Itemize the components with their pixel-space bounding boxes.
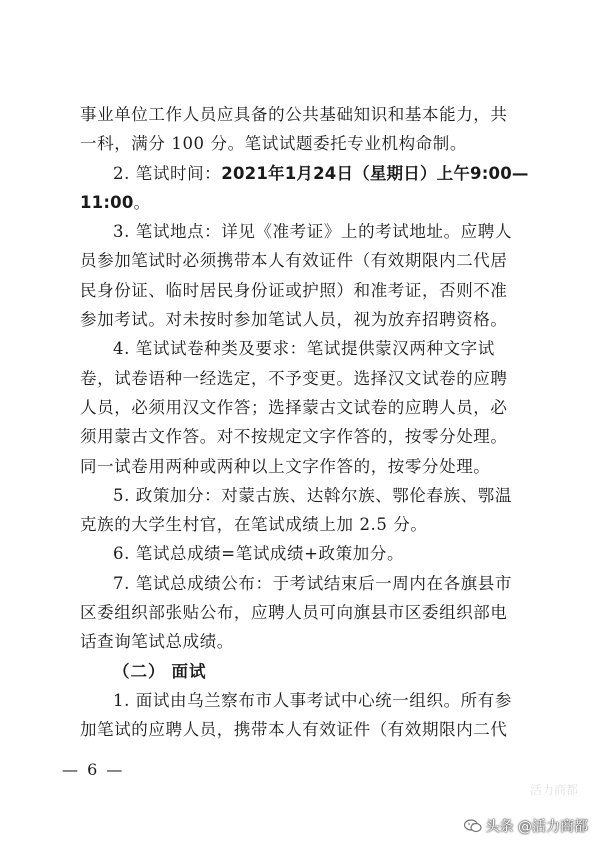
text-line: 参加考试。对未按时参加笔试人员，视为放弃招聘资格。 (80, 310, 508, 330)
watermark-text: 头条 @活力商都 (485, 819, 588, 835)
text-line: 话查询笔试总成绩。 (80, 632, 234, 652)
exam-time-item (80, 159, 550, 188)
section-heading-interview (80, 657, 550, 686)
text-line: 加笔试的应聘人员，携带本人有效证件（有效期限内二代 (80, 720, 508, 740)
wechat-icon (464, 819, 482, 833)
exam-time-label: 2. 笔试时间： (113, 163, 222, 183)
exam-paper-item: 4. 笔试试卷种类及要求：笔试提供蒙汉两种文字试 (113, 339, 495, 359)
exam-time-tail: 。 (133, 192, 151, 212)
page-number: — 6 — (62, 760, 125, 779)
watermark-ghost: 活力商都 (529, 783, 578, 797)
text-line: 须用蒙古文作答。对不按规定文字作答的，按零分处理。 (80, 427, 508, 447)
text-line: 员参加笔试时必须携带本人有效证件（有效期限内二代居 (80, 251, 508, 271)
text-line: 卷，试卷语种一经选定，不予变更。选择汉文试卷的应聘 (80, 368, 508, 388)
text-line: 同一试卷用两种或两种以上文字作答的，按零分处理。 (80, 456, 491, 476)
exam-location-item: 3. 笔试地点：详见《准考证》上的考试地址。应聘人 (113, 222, 512, 242)
text-line: 克族的大学生村官，在笔试成绩上加 2.5 分。 (80, 515, 428, 535)
text-line: 人员，必须用汉文作答；选择蒙古文试卷的应聘人员，必 (80, 397, 508, 417)
section-title: 面试 (171, 661, 207, 681)
exam-time-value: 2021年1月24日（星期日）上午9:00— (221, 163, 529, 183)
section-number: （二） (113, 661, 166, 681)
text-line: 区委组织部张贴公布，应聘人员可向旗县市区委组织部电 (80, 603, 508, 623)
exam-time-item-cont (80, 188, 550, 217)
watermark (464, 783, 588, 836)
interview-item: 1. 面试由乌兰察布市人事考试中心统一组织。所有参 (113, 690, 512, 710)
total-score-item: 6. 笔试总成绩=笔试成绩+政策加分。 (113, 544, 405, 564)
score-publish-item: 7. 笔试总成绩公布：于考试结束后一周内在各旗县市 (113, 573, 512, 593)
exam-time-end: 11:00 (80, 192, 134, 212)
text-line: 一科，满分 100 分。笔试试题委托专业机构命制。 (80, 134, 467, 154)
document-body (80, 100, 550, 745)
policy-bonus-item: 5. 政策加分：对蒙古族、达斡尔族、鄂伦春族、鄂温 (113, 485, 512, 505)
text-line: 事业单位工作人员应具备的公共基础知识和基本能力，共 (80, 105, 508, 124)
text-line: 民身份证、临时居民身份证或护照）和准考证，否则不准 (80, 280, 508, 300)
